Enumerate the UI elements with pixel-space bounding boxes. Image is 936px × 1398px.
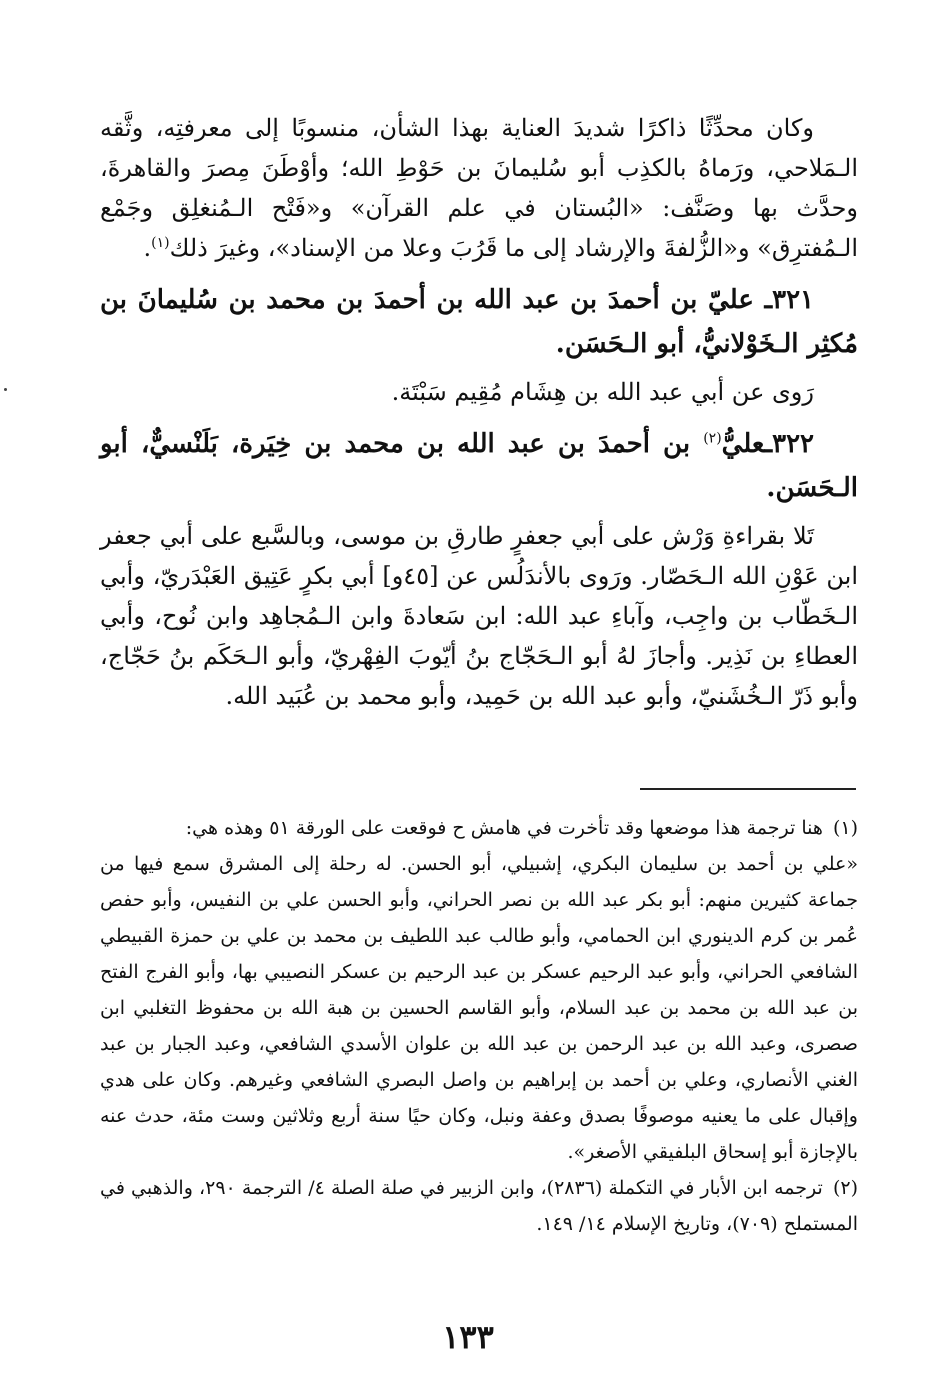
paragraph-2: رَوى عن أبي عبد الله بن هِشَام مُقِيم سَبْتَة. [391,378,814,406]
footnote-2-label: (٢) [832,1177,859,1199]
entry-322-heading: بن أحمدَ بن عبد الله بن محمد بن خِيَرة، بَلَنْسيٌّ، أبو الـحَسَن. [100,429,858,503]
footnote-1-label: (١) [832,817,858,839]
entry-322 [100,422,858,510]
footnote-ref-1: (١) [151,235,170,251]
paragraph-1: وكان محدِّثًا ذاكرًا شديدَ العناية بهذا الشأن، منسوبًا إلى معرفتِه، وثَّقه الـمَلاحي، ورَماهُ بالكذِب أبو سُليمانَ بن حَوْطِ الله؛ وأوْطَنَ مِصرَ والقاهرةَ، وحدَّث بها وصَنَّف: «البُستان في علم القرآن» و«فَتْح الـمُنغلِق وجَمْع الـمُفترِق» و«الزُّلفةَ والإرشاد إلى ما قَرُبَ وعلا من الإسناد»، وغيرَ ذلك$^{(١)}$. [100,114,858,262]
footnote-1 [100,810,858,846]
footnote-1-intro: هنا ترجمة هذا موضعها وقد تأخرت في هامش ح فوقعت على الورقة ٥١ وهذه هي: [185,817,823,839]
footnote-1-body: «علي بن أحمد بن سليمان البكري، إشبيلي، أبو الحسن. له رحلة إلى المشرق سمع فيها من جماعة كثيرين منهم: أبو بكر عبد الله بن نصر الحراني، وأبو الحسن علي بن النفيس، وأبو حفص عُمر بن كرم الدينوري ابن الحمامي، وأبو طالب عبد اللطيف بن محمد بن علي بن حمزة القبيطي الشافعي الحراني، وأبو عبد الرحيم عسكر بن عبد الرحيم بن عسكر النصيبي بها، وأبو الفرج الفتح بن عبد الله بن محمد بن عبد السلام، وأبو القاسم الحسين بن هبة الله بن محفوظ التغلبي ابن صصرى، وعبد الله بن عبد الرحمن بن عبد الله بن علوان الأسدي الشافعي، وعبد الجبار بن عبد الغني الأنصاري، وعلي بن أحمد بن إبراهيم بن واصل البصري الشافعي وغيرهم. وكان على هدي وإقبال على ما يعنيه موصوفًا بصدق وعفة ونبل، وكان حيًا سنة أربع وثلاثين وست مئة، حدث عنه بالإجازة أبو إسحاق البلفيقي الأصغر». [100,853,858,1163]
entry-322-number: ٣٢٢ـ [764,429,815,459]
entry-322-name: عليُّ [721,429,765,459]
footnote-2 [100,1170,858,1242]
entry-321-heading: عليّ بن أحمدَ بن عبد الله بن أحمدَ بن محمد بن سُليمانَ بن مُكثِر الـخَوْلانيُّ، أبو الـحَسَن. [100,285,858,359]
entry-321 [100,278,858,366]
footnote-divider [640,788,856,790]
main-text [100,108,858,726]
footnotes [100,810,858,1242]
paragraph-3: تَلا بقراءةِ وَرْش على أبي جعفرٍ طارقِ بن موسى، وبالسَّبع على أبي جعفر ابن عَوْنِ الله الـحَصّار. ورَوى بالأندَلُس عن [٤٥و] أبي بكرٍ عَتِيق العَبْدَريّ، وأبي الـخَطّاب بن واجِب، وآباءِ عبد الله: ابن سَعادةَ وابن الـمُجاهِد وابن نُوح، وأبي العطاءِ بن نَذِير. وأجازَ لهُ أبو الـحَجّاج بنُ أيّوبَ الفِهْريّ، وأبو الـحَكَم بنُ حَجّاج، وأبو ذَرّ الـخُشَنيّ، وأبو عبد الله بن حَمِيد، وأبو محمد بن عُبَيد الله. [100,522,858,710]
footnote-ref-2: (٢) [703,430,722,447]
page-number: ١٣٣ [442,1318,494,1356]
paragraph-1-text: وكان محدِّثًا ذاكرًا شديدَ العناية بهذا الشأن، منسوبًا إلى معرفتِه، وثَّقه الـمَلاحي، ورَماهُ بالكذِب أبو سُليمانَ بن حَوْطِ الله؛ وأوْطَنَ مِصرَ والقاهرةَ، وحدَّث بها وصَنَّف: «البُستان في علم القرآن» و«فَتْح الـمُنغلِق وجَمْع الـمُفترِق» و«الزُّلفةَ والإرشاد إلى ما قَرُبَ وعلا من الإسناد»، وغيرَ ذلك [100,114,858,262]
scan-speck [4,388,7,391]
entry-321-number: ٣٢١ـ [764,285,815,315]
footnote-2-body: ترجمه ابن الأبار في التكملة (٢٨٣٦)، وابن الزبير في صلة الصلة ٤/ الترجمة ٢٩٠، والذهبي في المستملح (٧٠٩)، وتاريخ الإسلام ١٤/ ١٤٩. [100,1177,858,1235]
